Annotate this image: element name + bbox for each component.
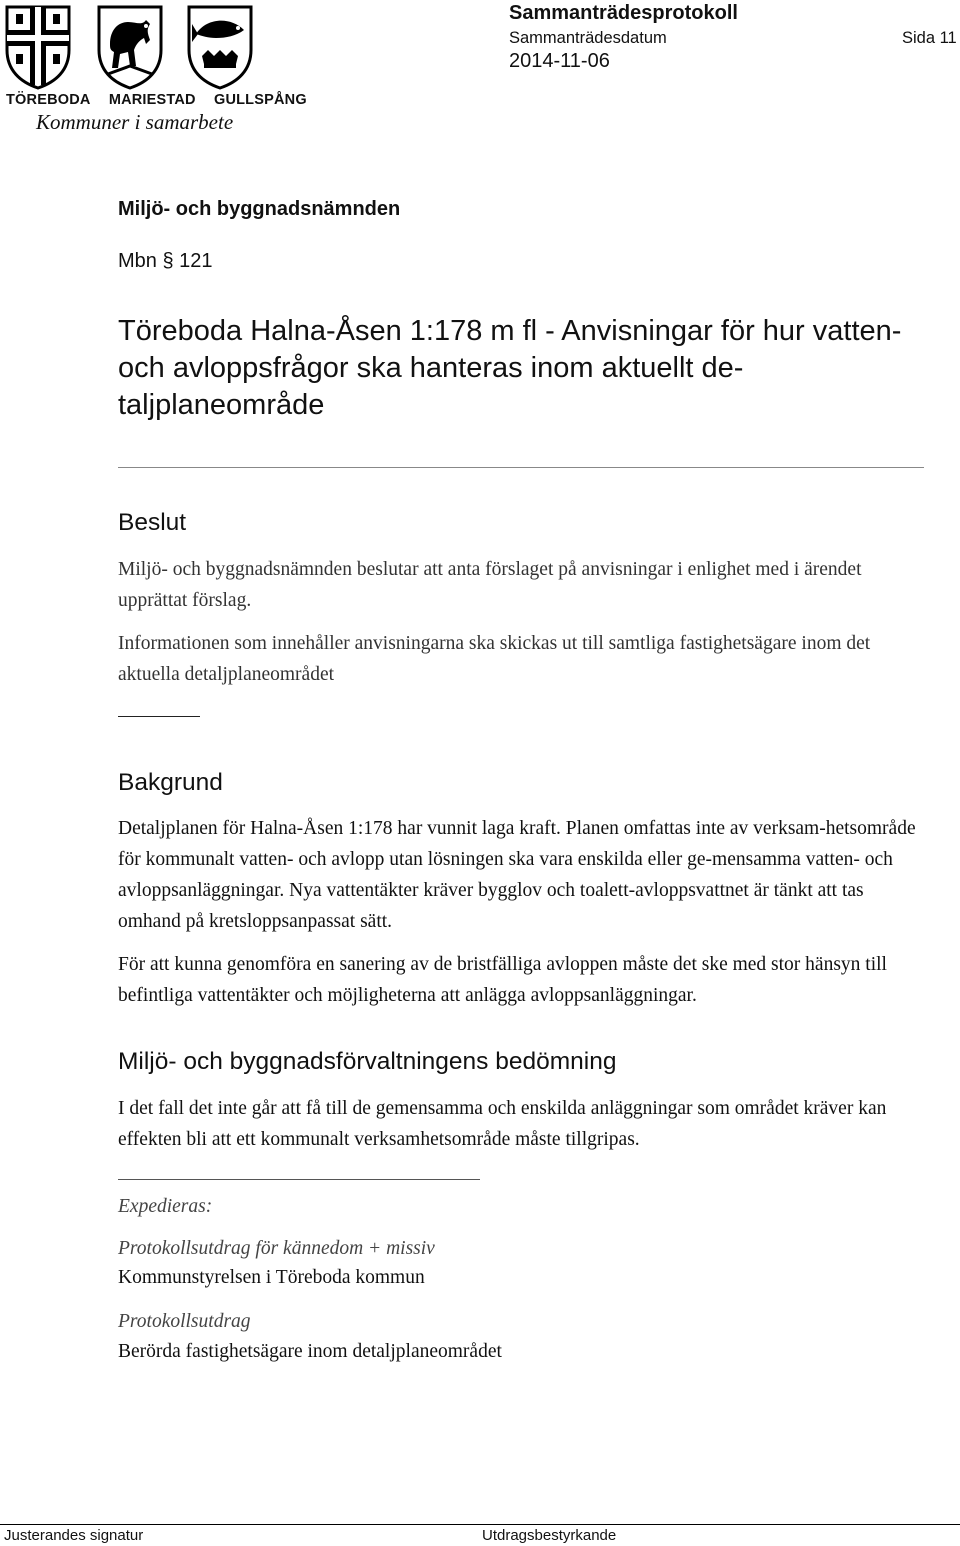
gullspang-coat-of-arms bbox=[186, 4, 254, 90]
beslut-paragraph-2: Informationen som innehåller anvisningarna ska skickas ut till samtliga fastighetsägare inom det aktuella detaljplaneområdet bbox=[118, 633, 871, 685]
municipality-toreboda: TÖREBODA bbox=[6, 92, 91, 108]
mariestad-coat-of-arms bbox=[96, 4, 164, 90]
heading-bedomning: Miljö- och byggnadsförvaltningens bedömning bbox=[118, 1048, 617, 1075]
expedieras-group-2-label: Protokollsutdrag bbox=[118, 1311, 251, 1332]
expedieras-label: Expedieras: bbox=[118, 1196, 213, 1217]
committee-name: Miljö- och byggnadsnämnden bbox=[118, 198, 401, 220]
heading-beslut: Beslut bbox=[118, 509, 187, 536]
page-title: Töreboda Halna-Åsen 1:178 m fl - Anvisningar för hur vatten- och avloppsfrågor ska hanteras inom aktuellt de-taljplaneområde bbox=[118, 315, 902, 421]
footer-signature-label: Justerandes signatur bbox=[4, 1527, 144, 1544]
tagline: Kommuner i samarbete bbox=[36, 110, 234, 134]
footer-divider bbox=[0, 1524, 960, 1525]
heading-bakgrund: Bakgrund bbox=[118, 769, 223, 796]
municipality-mariestad: MARIESTAD bbox=[108, 92, 196, 108]
municipality-names bbox=[6, 92, 321, 108]
meeting-date: 2014-11-06 bbox=[509, 50, 610, 72]
section-divider bbox=[118, 716, 200, 717]
bedomning-paragraph-1: I det fall det inte går att få till de gemensamma och enskilda anläggningar som området kräver kan effekten bli att ett kommunalt verksamhetsområde måste tillgripas. bbox=[118, 1098, 887, 1150]
page-number: Sida 11 bbox=[902, 29, 957, 47]
paragraph-number: Mbn § 121 bbox=[118, 250, 213, 272]
expedieras-group-1-label: Protokollsutdrag för kännedom + missiv bbox=[118, 1238, 435, 1259]
bakgrund-paragraph-1: Detaljplanen för Halna-Åsen 1:178 har vunnit laga kraft. Planen omfattas inte av verksam-hetsområde för kommunalt vatten- och avlopp utan lösningen ska vara enskilda eller ge-mensamma vatten- och avloppsanläggningar. Nya vattentäkter kräver bygglov och toalett-avloppsvattnet är tänkt att tas omhand på kretsloppsanpassat sätt. bbox=[118, 818, 916, 932]
municipality-gullspang: GULLSPÅNG bbox=[213, 92, 307, 108]
footer-certification-label: Utdragsbestyrkande bbox=[482, 1527, 617, 1544]
toreboda-coat-of-arms bbox=[4, 4, 72, 90]
expedieras-group-1-recipient: Kommunstyrelsen i Töreboda kommun bbox=[118, 1267, 425, 1288]
beslut-paragraph-1: Miljö- och byggnadsnämnden beslutar att anta förslaget på anvisningar i enlighet med i ärendet upprättat förslag. bbox=[118, 559, 862, 611]
protocol-title: Sammanträdesprotokoll bbox=[509, 2, 738, 24]
bakgrund-paragraph-2: För att kunna genomföra en sanering av de bristfälliga avloppen måste det ske med stor hänsyn till befintliga vattentäkter och möjligheterna att anlägga avloppsanläggningar. bbox=[118, 954, 887, 1006]
meeting-date-label: Sammanträdesdatum bbox=[509, 29, 667, 47]
expedieras-divider bbox=[118, 1179, 480, 1180]
expedieras-group-2-recipient: Berörda fastighetsägare inom detaljplaneområdet bbox=[118, 1341, 502, 1362]
title-divider bbox=[118, 467, 924, 468]
